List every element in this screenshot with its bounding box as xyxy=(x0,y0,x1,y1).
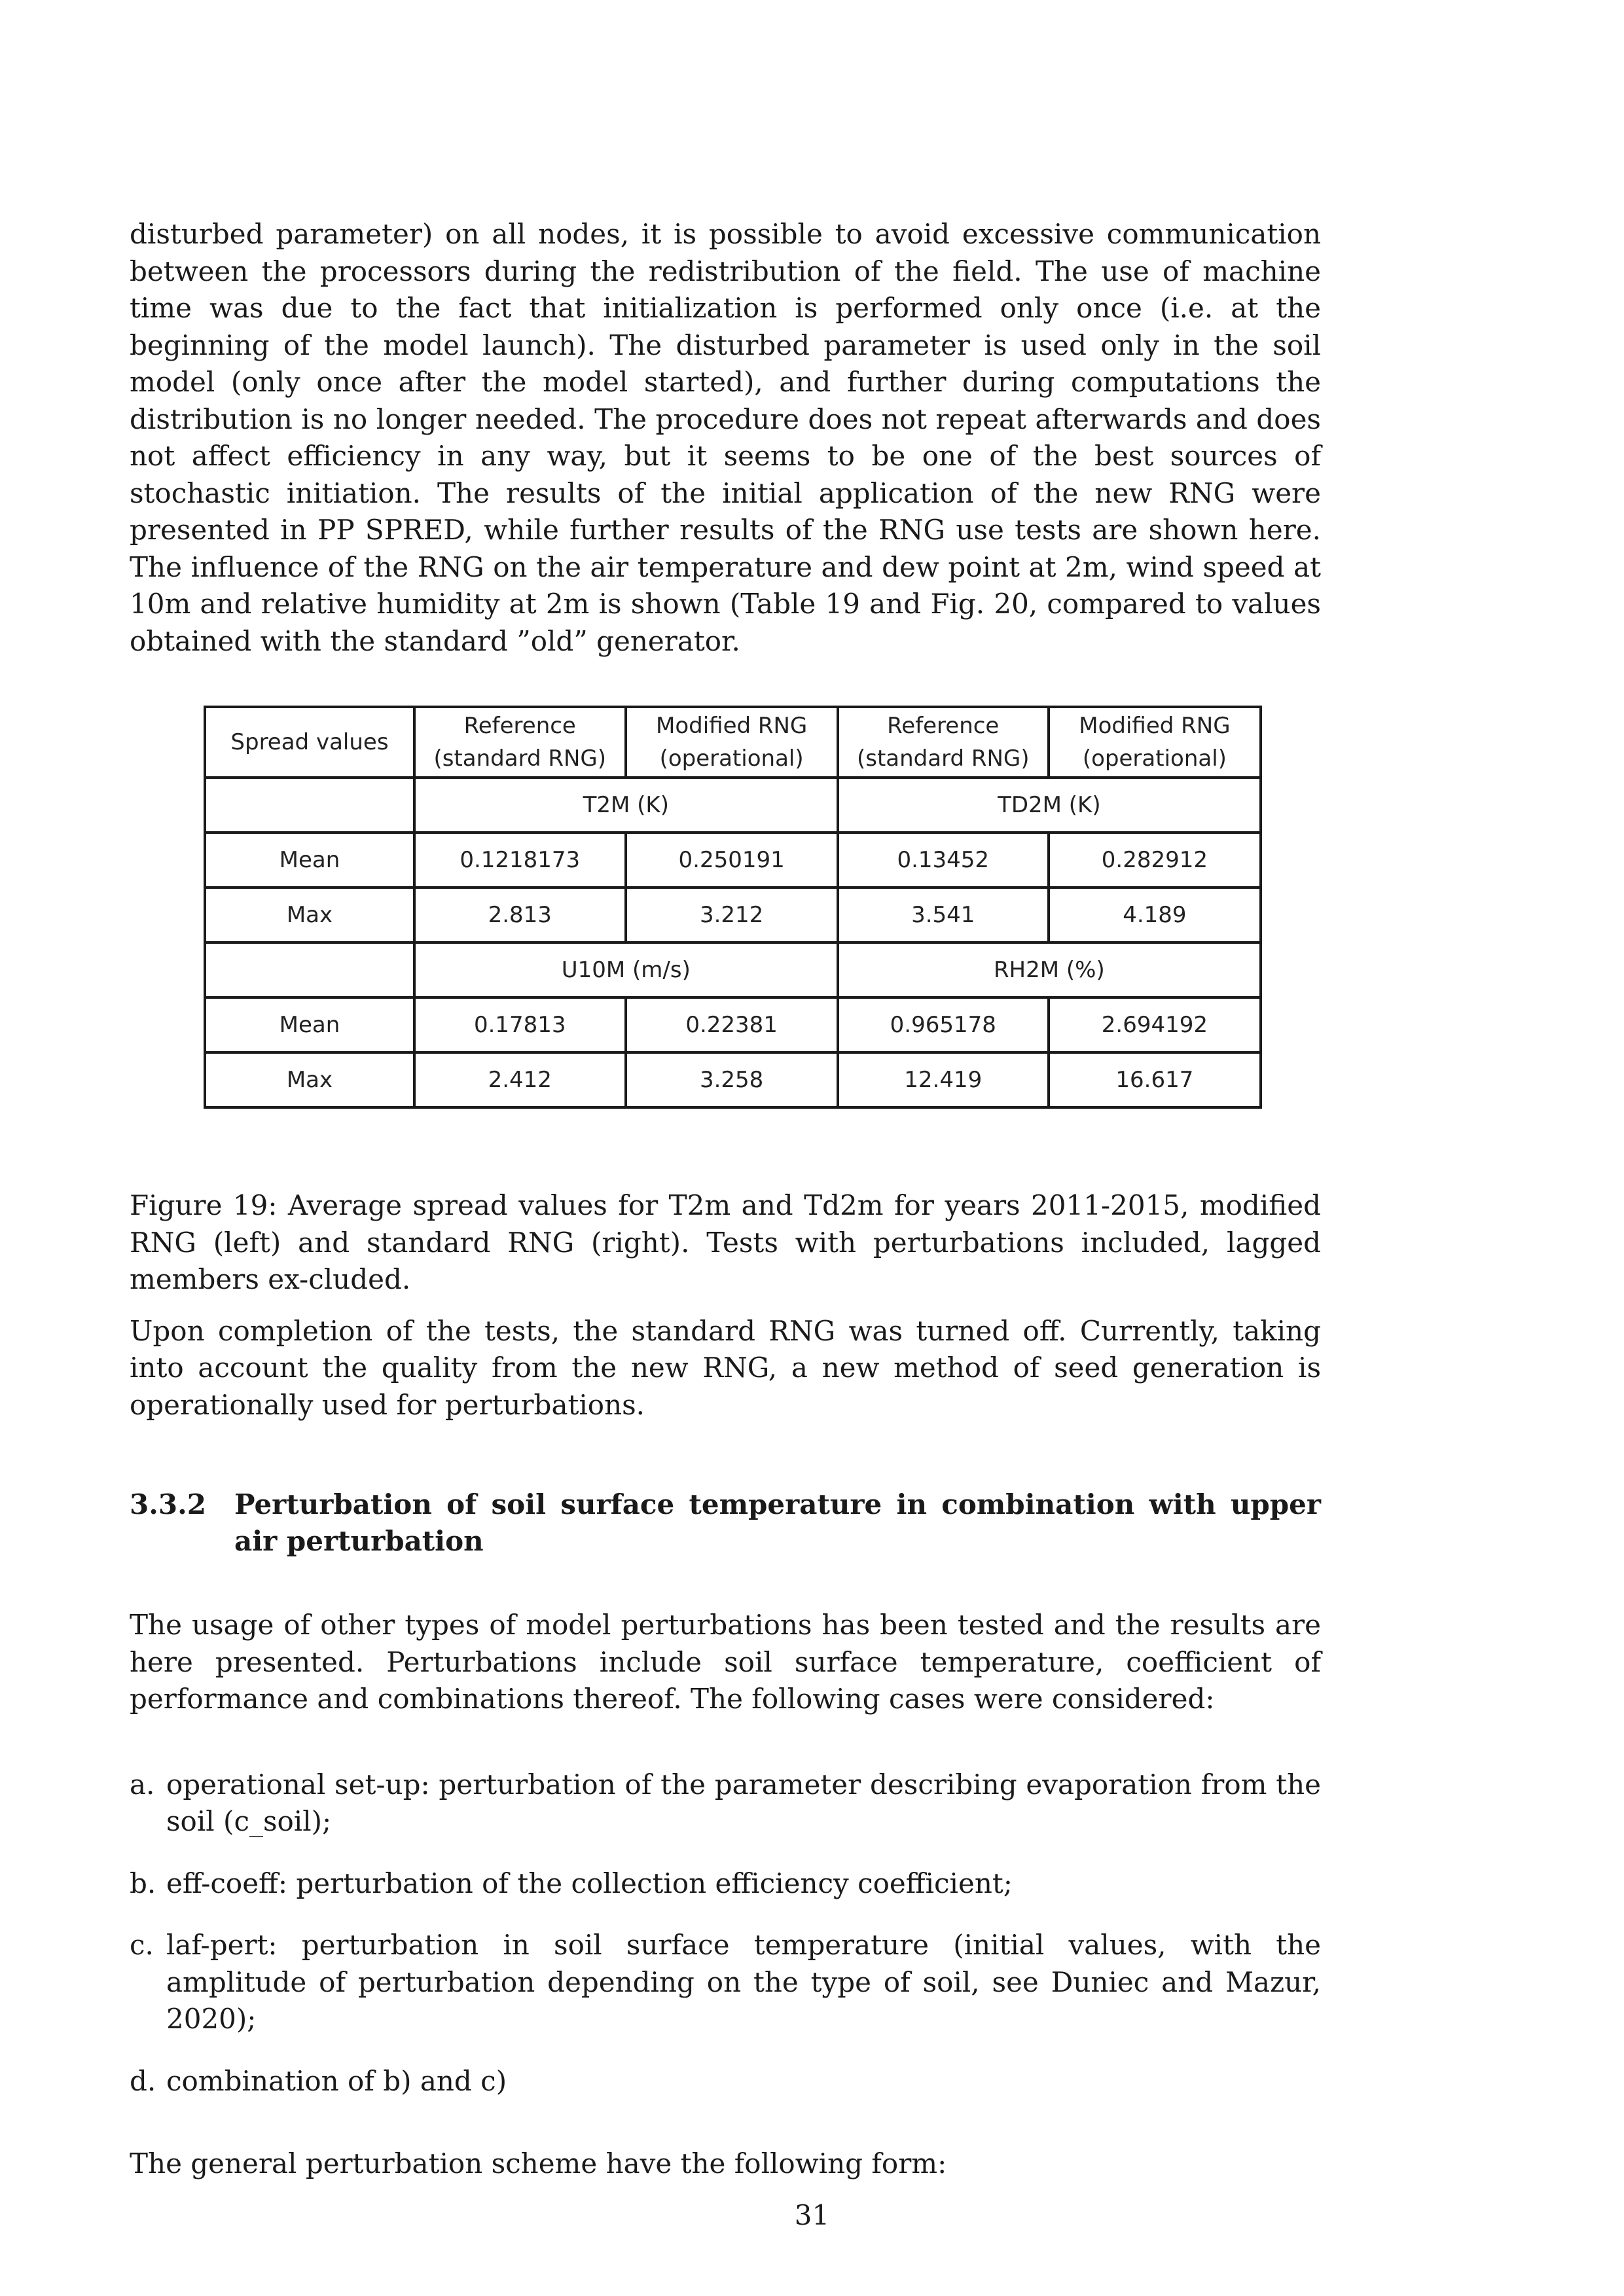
body-paragraph: The general perturbation scheme have the following form: xyxy=(130,2147,947,2179)
list-item xyxy=(130,2063,1321,2100)
header-line: (operational) xyxy=(1082,745,1227,772)
table-cell: 2.694192 xyxy=(1049,997,1261,1052)
header-line: (standard RNG) xyxy=(433,745,607,772)
list-item-text: laf-pert: perturbation in soil surface temperature (initial values, with the amplitude of perturbation depending on the type of soil, see Duniec and Mazur, 2020); xyxy=(166,1929,1321,2035)
list-item-text: eff-coeff: perturbation of the collection efficiency coefficient; xyxy=(166,1867,1013,1899)
row-label: Max xyxy=(205,888,414,942)
empty-cell xyxy=(205,778,414,833)
table-cell: 3.541 xyxy=(838,888,1049,942)
section-heading xyxy=(130,1486,1321,1560)
body-paragraph: The usage of other types of model perturbations has been tested and the results are here presented. Perturbations include soil surface temperature, coefficient of performance and combinations thereof. The following cases were considered: xyxy=(130,1609,1321,1715)
table-cell: 2.412 xyxy=(414,1052,626,1107)
table-cell: 0.282912 xyxy=(1049,833,1261,888)
intro-paragraph: disturbed parameter) on all nodes, it is possible to avoid excessive communication between the processors during the redistribution of the field. The use of machine time was due to the fact that initialization is performed only once (i.e. at the beginning of the model launch). The disturbed parameter is used only in the soil model (only once after the model started), and further during computations the distribution is no longer needed. The procedure does not repeat afterwards and does not affect efficiency in any way, but it seems to be one of the best sources of stochastic initiation. The results of the initial application of the new RNG were presented in PP SPRED, while further results of the RNG use tests are shown here. The influence of the RNG on the air temperature and dew point at 2m, wind speed at 10m and relative humidity at 2m is shown (Table 19 and Fig. 20, compared to values obtained with the standard ”old” generator. xyxy=(130,218,1321,657)
spread-values-table xyxy=(204,706,1262,1109)
body-paragraph: Upon completion of the tests, the standard RNG was turned off. Currently, taking into account the quality from the new RNG, a new method of seed generation is operationally used for perturbations. xyxy=(130,1314,1321,1421)
section-number: 3.3.2 xyxy=(130,1488,206,1520)
cases-list xyxy=(130,1767,1321,2100)
table-cell: 12.419 xyxy=(838,1052,1049,1107)
table-row xyxy=(205,1052,1261,1107)
variable-label: U10M (m/s) xyxy=(414,942,838,997)
column-header xyxy=(414,707,626,778)
table-row xyxy=(205,997,1261,1052)
row-label: Max xyxy=(205,1052,414,1107)
list-item-text: combination of b) and c) xyxy=(166,2064,507,2097)
row-label: Mean xyxy=(205,997,414,1052)
list-marker: c. xyxy=(130,1929,154,1961)
column-header xyxy=(626,707,838,778)
header-line: (standard RNG) xyxy=(856,745,1030,772)
variable-row xyxy=(205,942,1261,997)
header-line: Reference xyxy=(887,713,1000,739)
table-cell: 0.965178 xyxy=(838,997,1049,1052)
table-row xyxy=(205,888,1261,942)
list-item xyxy=(130,1865,1321,1903)
table-cell: 2.813 xyxy=(414,888,626,942)
table-cell: 16.617 xyxy=(1049,1052,1261,1107)
list-marker: d. xyxy=(130,2064,156,2097)
header-line: Modified RNG xyxy=(655,713,808,739)
list-item-text: operational set-up: perturbation of the parameter describing evaporation from the soil (c_soil); xyxy=(166,1768,1321,1837)
table-cell: 3.258 xyxy=(626,1052,838,1107)
page-number: 31 xyxy=(794,2199,830,2231)
table-row xyxy=(205,833,1261,888)
corner-label: Spread values xyxy=(205,707,414,778)
empty-cell xyxy=(205,942,414,997)
table-cell: 0.1218173 xyxy=(414,833,626,888)
variable-label: RH2M (%) xyxy=(838,942,1261,997)
header-line: (operational) xyxy=(659,745,804,772)
header-line: Reference xyxy=(463,713,576,739)
figure-caption: Figure 19: Average spread values for T2m and Td2m for years 2011-2015, modified RNG (left) and standard RNG (right). Tests with perturbations included, lagged members ex-cluded. xyxy=(130,1189,1321,1295)
variable-row xyxy=(205,778,1261,833)
column-header xyxy=(1049,707,1261,778)
section-title: Perturbation of soil surface temperature in combination with upper air perturbation xyxy=(234,1488,1321,1557)
column-header xyxy=(838,707,1049,778)
variable-label: T2M (K) xyxy=(414,778,838,833)
table-cell: 0.13452 xyxy=(838,833,1049,888)
list-marker: a. xyxy=(130,1768,155,1801)
table-cell: 3.212 xyxy=(626,888,838,942)
list-marker: b. xyxy=(130,1867,156,1899)
table-cell: 4.189 xyxy=(1049,888,1261,942)
row-label: Mean xyxy=(205,833,414,888)
variable-label: TD2M (K) xyxy=(838,778,1261,833)
table-cell: 0.17813 xyxy=(414,997,626,1052)
list-item xyxy=(130,1767,1321,1840)
list-item xyxy=(130,1927,1321,2038)
header-line: Modified RNG xyxy=(1079,713,1231,739)
table-cell: 0.250191 xyxy=(626,833,838,888)
document-page xyxy=(130,216,1321,2183)
table-header-row xyxy=(205,707,1261,778)
table-cell: 0.22381 xyxy=(626,997,838,1052)
